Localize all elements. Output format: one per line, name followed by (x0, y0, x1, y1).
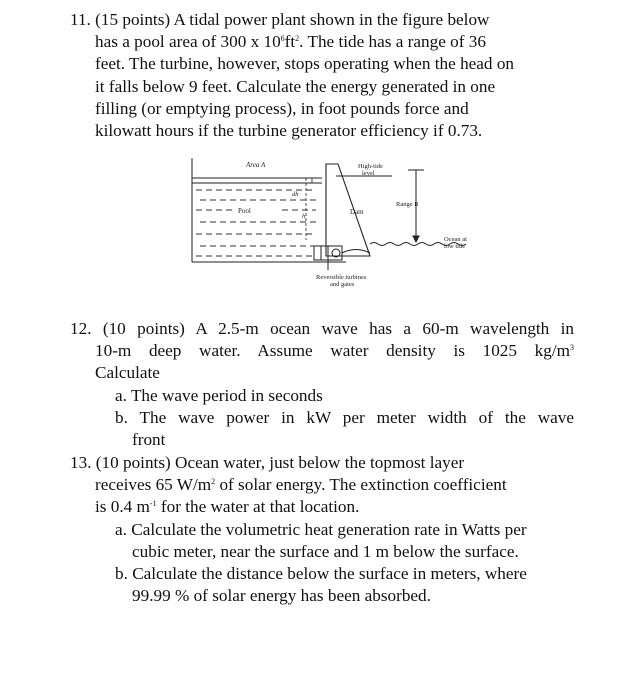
question-12-part-b-cont: front (132, 430, 166, 450)
tidal-plant-figure (186, 152, 512, 292)
question-13-part-a: a. Calculate the volumetric heat generation rate in Watts per (115, 519, 527, 539)
dh-marker (306, 178, 312, 240)
dh-label: dh (292, 191, 299, 198)
question-13-part-b-cont: 99.99 % of solar energy has been absorbed. (132, 586, 431, 606)
turbine-label-2: and gates (330, 281, 355, 288)
question-13-number: 13. (70, 453, 92, 472)
question-12-part-b: b. The wave power in kW per meter width of the wave (115, 407, 574, 427)
question-13-line-1: 13. (10 points) Ocean water, just below the topmost layer (70, 453, 465, 472)
turbine-label-1: Reversible turbines (316, 274, 367, 281)
question-12-part-a: a. The wave period in seconds (115, 385, 323, 405)
question-12-number: 12. (70, 319, 92, 338)
question-11-line-3: feet. The turbine, however, stops operating when the head on (95, 54, 515, 74)
high-tide-label-1: High-tide (358, 163, 383, 170)
question-13-line-3: is 0.4 $m^{-1}$ for the water at that location. (95, 497, 360, 517)
question-13-part-a-cont: cubic meter, near the surface and 1 m below the surface. (132, 541, 519, 561)
area-label: Area A (246, 161, 266, 169)
question-13-line-2: receives 65 $W/m^2$ of solar energy. The extinction coefficient (95, 475, 507, 495)
question-13-points: (10 points) (95, 453, 171, 472)
dam-label: Dam (350, 208, 364, 216)
pool-label: Pool (238, 207, 251, 215)
question-12-points: (10 points) (102, 319, 185, 338)
question-12-line-1: 12. (10 points) A 2.5-m ocean wave has a 60-m wavelength in (70, 319, 575, 338)
question-11-line-2: has a pool area of 300 x $10^6ft^2$. The tide has a range of 36 (95, 32, 486, 52)
question-11-line-5: filling (or emptying process), in foot pounds force and (95, 98, 469, 118)
h-label: h (302, 213, 306, 220)
ocean-label-1: Ocean at (444, 236, 467, 243)
question-12-line-2: 10-m deep water. Assume water density is 1025 $kg/m^3$ (95, 341, 574, 361)
turbine-housing (314, 246, 370, 270)
range-label: Range R (396, 201, 419, 208)
question-12 (70, 318, 574, 451)
question-11-points: (15 points) (95, 10, 171, 29)
question-11-line-1: 11. (15 points) A tidal power plant shown in the figure below (70, 10, 490, 29)
question-11-number: 11. (70, 10, 91, 29)
high-tide-label-2: level (362, 170, 375, 177)
question-11-line-6: kilowatt hours if the turbine generator efficiency if 0.73. (95, 121, 483, 141)
pool-water-dashes (196, 190, 316, 256)
ocean-label-2: low tide (444, 243, 466, 250)
question-11-line-4: it falls below 9 feet. Calculate the energy generated in one (95, 76, 496, 96)
question-12-line-3: Calculate (95, 363, 160, 383)
question-11 (70, 9, 570, 142)
question-13 (70, 452, 574, 607)
question-13-part-b: b. Calculate the distance below the surface in meters, where (115, 564, 527, 584)
